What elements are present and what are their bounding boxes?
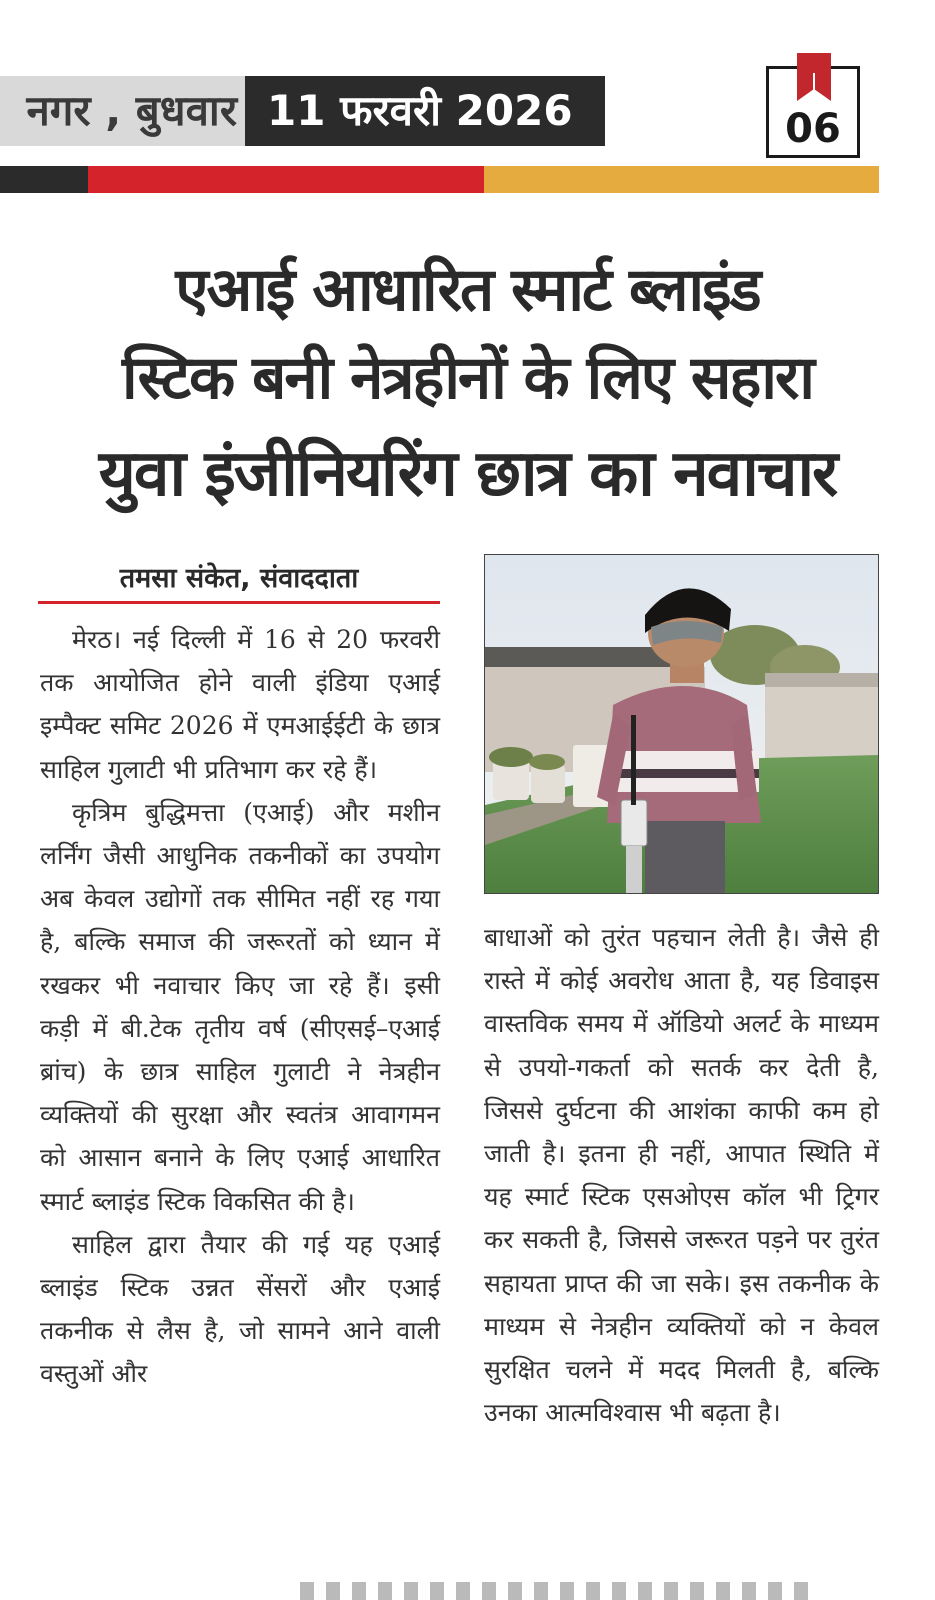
article-photo bbox=[484, 554, 879, 894]
color-bar-red bbox=[88, 166, 484, 193]
article-paragraph: साहिल द्वारा तैयार की गई यह एआई ब्लाइंड स्टिक उन्नत सेंसरों और एआई तकनीक से लैस है, जो सामने आने वाली वस्तुओं और bbox=[40, 1229, 440, 1389]
headline-line-3: युवा इंजीनियरिंग छात्र का नवाचार bbox=[98, 437, 837, 511]
article-column-right bbox=[484, 916, 879, 1434]
page-number-box bbox=[766, 66, 860, 158]
bookmark-icon bbox=[797, 53, 831, 101]
page-number: 06 bbox=[785, 106, 841, 152]
color-bar-gold bbox=[484, 166, 879, 193]
color-bar-black bbox=[0, 166, 88, 193]
next-headline-cropped bbox=[300, 1582, 820, 1600]
article-paragraph: बाधाओं को तुरंत पहचान लेती है। जैसे ही रास्ते में कोई अवरोध आता है, यह डिवाइस वास्तविक समय में ऑडियो अलर्ट के माध्यम से उपयो-गकर्ता को सतर्क कर देती है, जिससे दुर्घटना की आशंका काफी कम हो जाती है। इतना ही नहीं, आपात स्थिति में यह स्मार्ट स्टिक एसओएस कॉल भी ट्रिगर कर सकती है, जिससे जरूरत पड़ने पर तुरंत सहायता प्राप्त की जा सके। इस तकनीक के माध्यम से नेत्रहीन व्यक्तियों को न केवल सुरक्षित चलने में मदद मिलती है, बल्कि उनका आत्मविश्वास भी बढ़ता है। bbox=[484, 923, 879, 1428]
byline: तमसा संकेत, संवाददाता bbox=[38, 558, 440, 604]
article-column-left bbox=[40, 618, 440, 1396]
article-paragraph: मेरठ। नई दिल्ली में 16 से 20 फरवरी तक आयोजित होने वाली इंडिया एआई इम्पैक्ट समिट 2026 में एमआईईटी के छात्र साहिल गुलाटी भी प्रतिभाग कर रहे हैं। bbox=[40, 625, 440, 784]
masthead-date: 11 फरवरी 2026 bbox=[245, 76, 605, 146]
headline-line-2: स्टिक बनी नेत्रहीनों के लिए सहारा bbox=[122, 343, 813, 413]
student-with-blind-stick-photo bbox=[485, 555, 878, 893]
headline-line-1: एआई आधारित स्मार्ट ब्लाइंड bbox=[175, 255, 760, 325]
masthead-city-day: नगर , बुधवार bbox=[0, 76, 245, 146]
article-paragraph: कृत्रिम बुद्धिमत्ता (एआई) और मशीन लर्निंग जैसी आधुनिक तकनीकों का उपयोग अब केवल उद्योगों तक सीमित नहीं रह गया है, बल्कि समाज की जरूरतों को ध्यान में रखकर भी नवाचार किए जा रहे हैं। इसी कड़ी में बी.टेक तृतीय वर्ष (सीएसई–एआई ब्रांच) के छात्र साहिल गुलाटी ने नेत्रहीन व्यक्तियों की सुरक्षा और स्वतंत्र आवागमन को आसान बनाने के लिए एआई आधारित स्मार्ट ब्लाइंड स्टिक विकसित की है। bbox=[40, 797, 440, 1216]
